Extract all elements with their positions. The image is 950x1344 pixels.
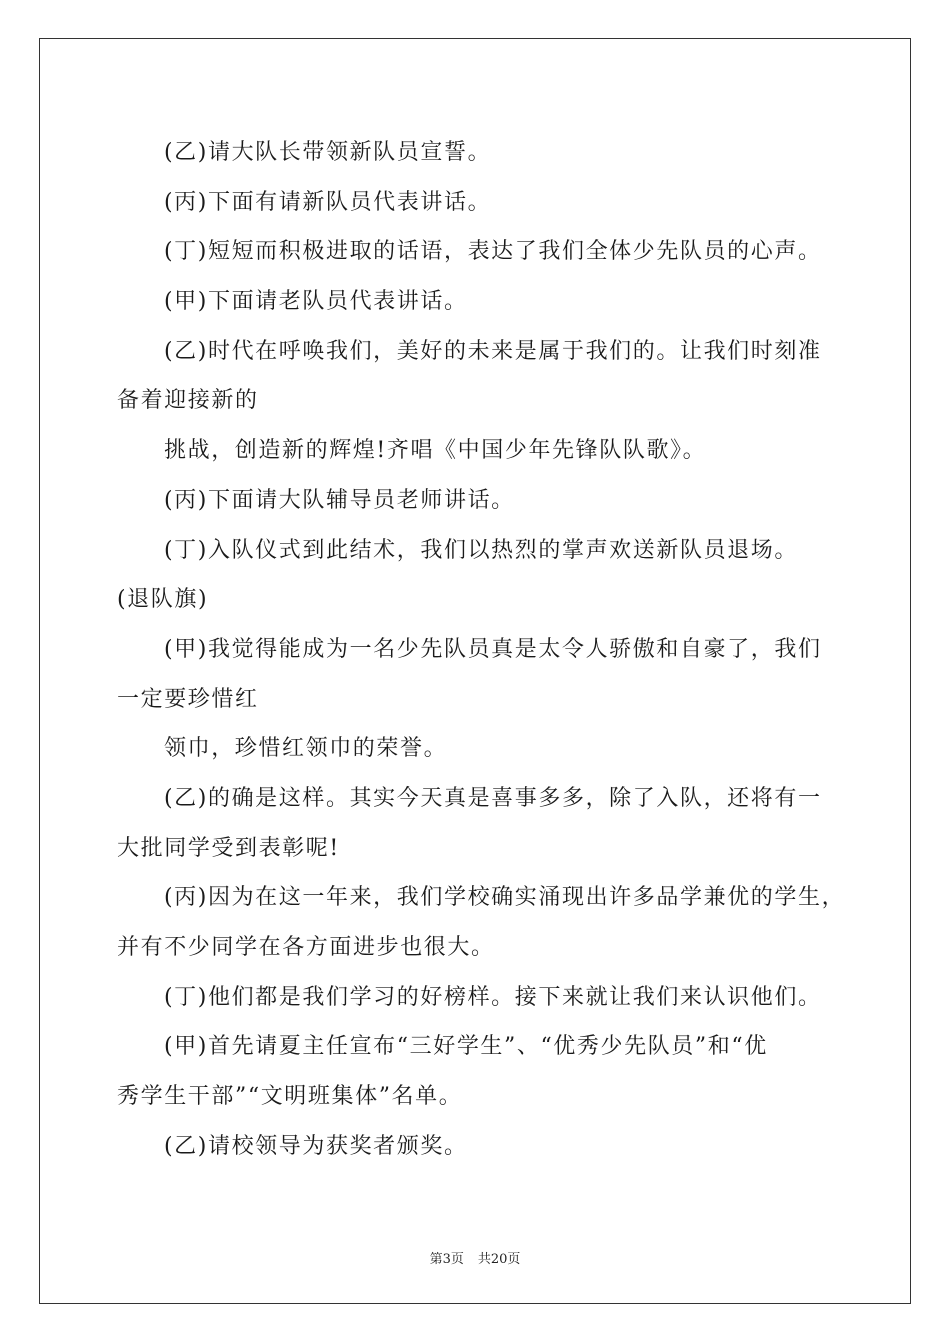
text-line: 大批同学受到表彰呢! [117,835,340,861]
text-line: 并有不少同学在各方面进步也很大。 [117,935,495,960]
document-body [117,128,846,1171]
text-line: (丙)因为在这一年来，我们学校确实涌现出许多品学兼优的学生， [164,885,846,911]
page-footer [0,1248,950,1267]
page-total: 共20页 [477,1252,521,1267]
text-line: (乙)请大队长带领新队员宣誓。 [164,140,492,165]
text-line: (乙)请校领导为获奖者颁奖。 [164,1133,468,1159]
text-line: (丁)短短而积极进取的话语，表达了我们全体少先队员的心声。 [164,239,822,265]
text-line: (乙)时代在呼唤我们，美好的未来是属于我们的。让我们时刻准 [164,338,822,364]
page-number: 第3页 [429,1252,464,1267]
text-line: 挑战，创造新的辉煌!齐唱《中国少年先锋队队歌》。 [164,438,707,464]
text-line: (丙)下面请大队辅导员老师讲话。 [164,487,515,513]
text-line: (丙)下面有请新队员代表讲话。 [164,189,492,215]
text-line: (丁)入队仪式到此结术，我们以热烈的掌声欢送新队员退场。 [164,537,798,563]
text-line: 一定要珍惜红 [117,686,259,712]
text-line: 秀学生干部”“文明班集体”名单。 [117,1084,463,1110]
text-line: 领巾，珍惜红领巾的荣誉。 [164,736,448,762]
text-line: (甲)下面请老队员代表讲话。 [164,289,468,315]
text-line: (甲)首先请夏主任宣布“三好学生”、“优秀少先队员”和“优 [164,1034,768,1060]
text-line: (甲)我觉得能成为一名少先队员真是太令人骄傲和自豪了，我们 [164,636,822,662]
text-line: (丁)他们都是我们学习的好榜样。接下来就让我们来认识他们。 [164,984,822,1010]
text-line: 备着迎接新的 [117,388,259,414]
text-line: (乙)的确是这样。其实今天真是喜事多多，除了入队，还将有一 [164,785,822,811]
text-line: (退队旗) [117,587,209,613]
